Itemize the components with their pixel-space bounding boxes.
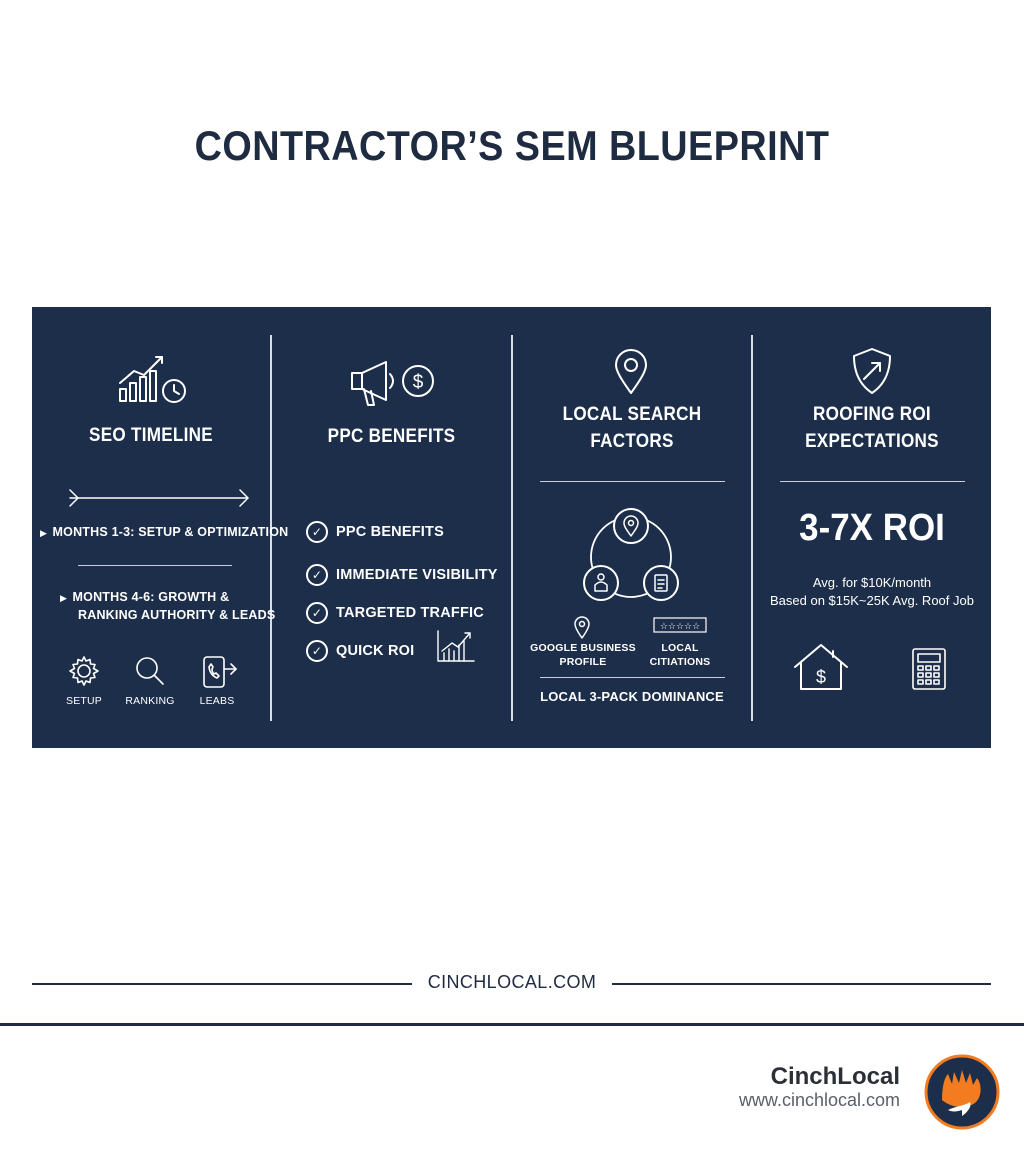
timeline-item-2-cont: RANKING AUTHORITY & LEADS <box>78 608 276 622</box>
bullet-icon: ▶ <box>40 528 53 538</box>
bar-chart-growth-icon <box>436 629 476 663</box>
shield-arrow-icon <box>850 347 894 395</box>
ppc-item-3: ✓ TARGETED TRAFFIC <box>306 602 484 624</box>
check-circle-icon: ✓ <box>306 640 328 662</box>
divider <box>780 481 965 482</box>
calculator-icon <box>911 647 947 691</box>
ppc-benefits-heading: PPC BENEFITS <box>327 426 456 447</box>
timeline-item-2: ▶ MONTHS 4-6: GROWTH & <box>60 590 230 604</box>
footer-url: CINCHLOCAL.COM <box>427 972 597 992</box>
footer-line-right <box>612 983 991 985</box>
local-3-pack-label: LOCAL 3-PACK DOMINANCE <box>540 689 724 704</box>
growth-chart-clock-icon <box>118 353 188 407</box>
ppc-item-1: ✓ PPC BENEFITS <box>306 521 444 543</box>
map-pin-icon <box>614 349 648 395</box>
brand-url[interactable]: www.cinchlocal.com <box>738 1090 900 1110</box>
roofing-roi-heading: ROOFING ROI EXPECTATIONS <box>805 404 939 452</box>
megaphone-dollar-icon <box>350 359 436 409</box>
svg-text:$: $ <box>412 372 424 393</box>
house-dollar-icon <box>793 643 849 691</box>
svg-text:☆☆☆☆☆: ☆☆☆☆☆ <box>659 622 701 632</box>
gear-icon <box>68 655 100 687</box>
local-citations-label: LOCAL CITIATIONS <box>649 642 711 668</box>
timeline-item-1: ▶ MONTHS 1-3: SETUP & OPTIMIZATION <box>40 525 289 539</box>
check-circle-icon: ✓ <box>306 602 328 624</box>
setup-label: SETUP <box>65 695 102 707</box>
leads-label: LEABS <box>199 695 235 707</box>
ppc-benefits-column <box>272 307 511 748</box>
ppc-item-2: ✓ IMMEDIATE VISIBILITY <box>306 564 498 586</box>
page-title: CONTRACTOR’S SEM BLUEPRINT <box>194 122 830 169</box>
check-circle-icon: ✓ <box>306 564 328 586</box>
bottom-rule <box>0 1023 1024 1026</box>
local-factors-diagram <box>579 505 689 601</box>
google-business-profile-label: GOOGLE BUSINESS PROFILE <box>530 642 636 668</box>
rating-stars-icon <box>653 616 707 636</box>
roofing-roi-column <box>753 307 991 748</box>
check-circle-icon: ✓ <box>306 521 328 543</box>
seo-timeline-heading: SEO TIMELINE <box>89 425 213 446</box>
local-search-column <box>513 307 751 748</box>
cinchlocal-logo <box>924 1054 1000 1130</box>
divider <box>78 565 232 566</box>
phone-arrow-icon <box>202 655 238 689</box>
bullet-icon: ▶ <box>60 593 73 603</box>
ppc-item-4: ✓ QUICK ROI <box>306 640 414 662</box>
roi-value: 3-7X ROI <box>799 507 945 549</box>
divider <box>540 481 725 482</box>
ranking-label: RANKING <box>125 695 175 707</box>
divider <box>540 677 725 678</box>
seo-timeline-column <box>32 307 289 748</box>
local-search-heading: LOCAL SEARCH FACTORS <box>562 404 702 452</box>
roi-average: Avg. for $10K/month <box>812 575 932 590</box>
brand-name: CinchLocal <box>770 1063 900 1090</box>
blueprint-panel <box>32 307 991 748</box>
roi-basis: Based on $15K~25K Avg. Roof Job <box>770 593 974 608</box>
small-pin-icon <box>573 616 591 640</box>
arrow-right-icon <box>68 489 252 507</box>
svg-text:$: $ <box>815 667 827 687</box>
magnifier-icon <box>134 655 166 687</box>
